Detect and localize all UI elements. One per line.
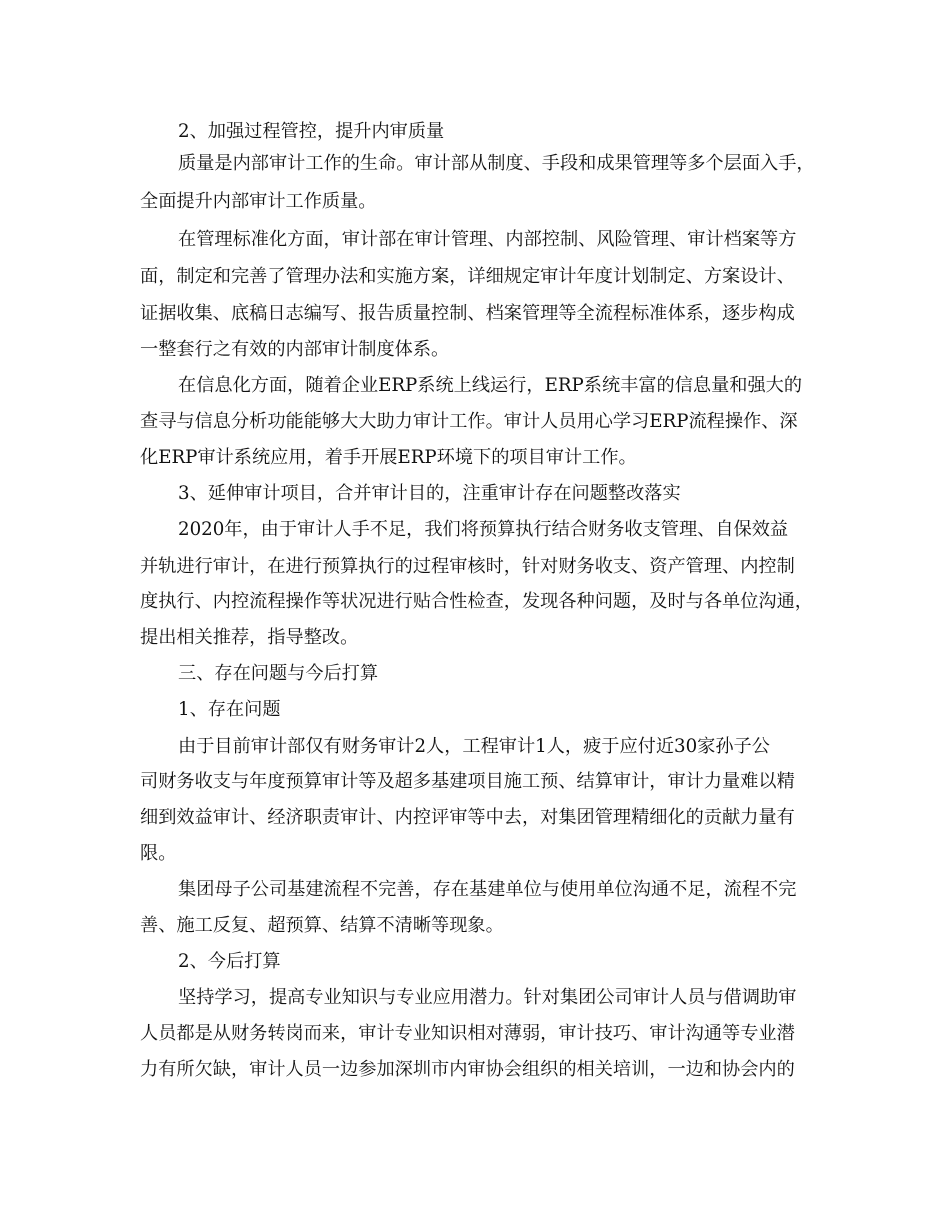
paragraph-line: 证据收集、底稿日志编写、报告质量控制、档案管理等全流程标准体系，逐步构成 <box>140 303 795 324</box>
paragraph-line: 在信息化方面，随着企业ERP系统上线运行，ERP系统丰富的信息量和强大的 <box>178 375 803 396</box>
paragraph-line: 2020年，由于审计人手不足，我们将预算执行结合财务收支管理、自保效益 <box>178 519 789 540</box>
paragraph-line: 集团母子公司基建流程不完善，存在基建单位与使用单位沟通不足，流程不完 <box>178 879 797 900</box>
subheading-future-plans: 2、今后打算 <box>178 951 281 972</box>
paragraph-line: 在管理标准化方面，审计部在审计管理、内部控制、风险管理、审计档案等方 <box>178 229 797 250</box>
paragraph-line: 一整套行之有效的内部审计制度体系。 <box>140 339 450 360</box>
paragraph-line: 提出相关推荐，指导整改。 <box>140 627 359 648</box>
paragraph-line: 查寻与信息分析功能能够大大助力审计工作。审计人员用心学习ERP流程操作、深 <box>140 411 798 432</box>
paragraph-line: 并轨进行审计，在进行预算执行的过程审核时，针对财务收支、资产管理、内控制 <box>140 556 795 577</box>
section-heading-3: 三、存在问题与今后打算 <box>178 663 379 684</box>
paragraph-line: 化ERP审计系统应用，着手开展ERP环境下的项目审计工作。 <box>140 447 637 468</box>
paragraph-line: 面，制定和完善了管理办法和实施方案，详细规定审计年度计划制定、方案设计、 <box>140 266 795 287</box>
paragraph-line: 司财务收支与年度预算审计等及超多基建项目施工预、结算审计，审计力量难以精 <box>140 771 795 792</box>
paragraph-line: 人员都是从财务转岗而来，审计专业知识相对薄弱，审计技巧、审计沟通等专业潜 <box>140 1023 795 1044</box>
heading-2-process-control: 2、加强过程管控，提升内审质量 <box>178 121 445 142</box>
paragraph-line: 坚持学习，提高专业知识与专业应用潜力。针对集团公司审计人员与借调助审 <box>178 987 797 1008</box>
paragraph-line: 限。 <box>140 843 177 864</box>
paragraph-line: 细到效益审计、经济职责审计、内控评审等中去，对集团管理精细化的贡献力量有 <box>140 807 795 828</box>
paragraph-line: 全面提升内部审计工作质量。 <box>140 191 377 212</box>
paragraph-line: 质量是内部审计工作的生命。审计部从制度、手段和成果管理等多个层面入手， <box>178 153 815 174</box>
subheading-existing-problems: 1、存在问题 <box>178 699 281 720</box>
paragraph-line: 善、施工反复、超预算、结算不清晰等现象。 <box>140 915 504 936</box>
paragraph-line: 度执行、内控流程操作等状况进行贴合性检查，发现各种问题，及时与各单位沟通， <box>140 591 813 612</box>
paragraph-line: 力有所欠缺，审计人员一边参加深圳市内审协会组织的相关培训，一边和协会内的 <box>140 1059 795 1080</box>
heading-3-extend-audit: 3、延伸审计项目，合并审计目的，注重审计存在问题整改落实 <box>178 483 681 504</box>
paragraph-line: 由于目前审计部仅有财务审计2人，工程审计1人，疲于应付近30家孙子公 <box>178 736 770 757</box>
